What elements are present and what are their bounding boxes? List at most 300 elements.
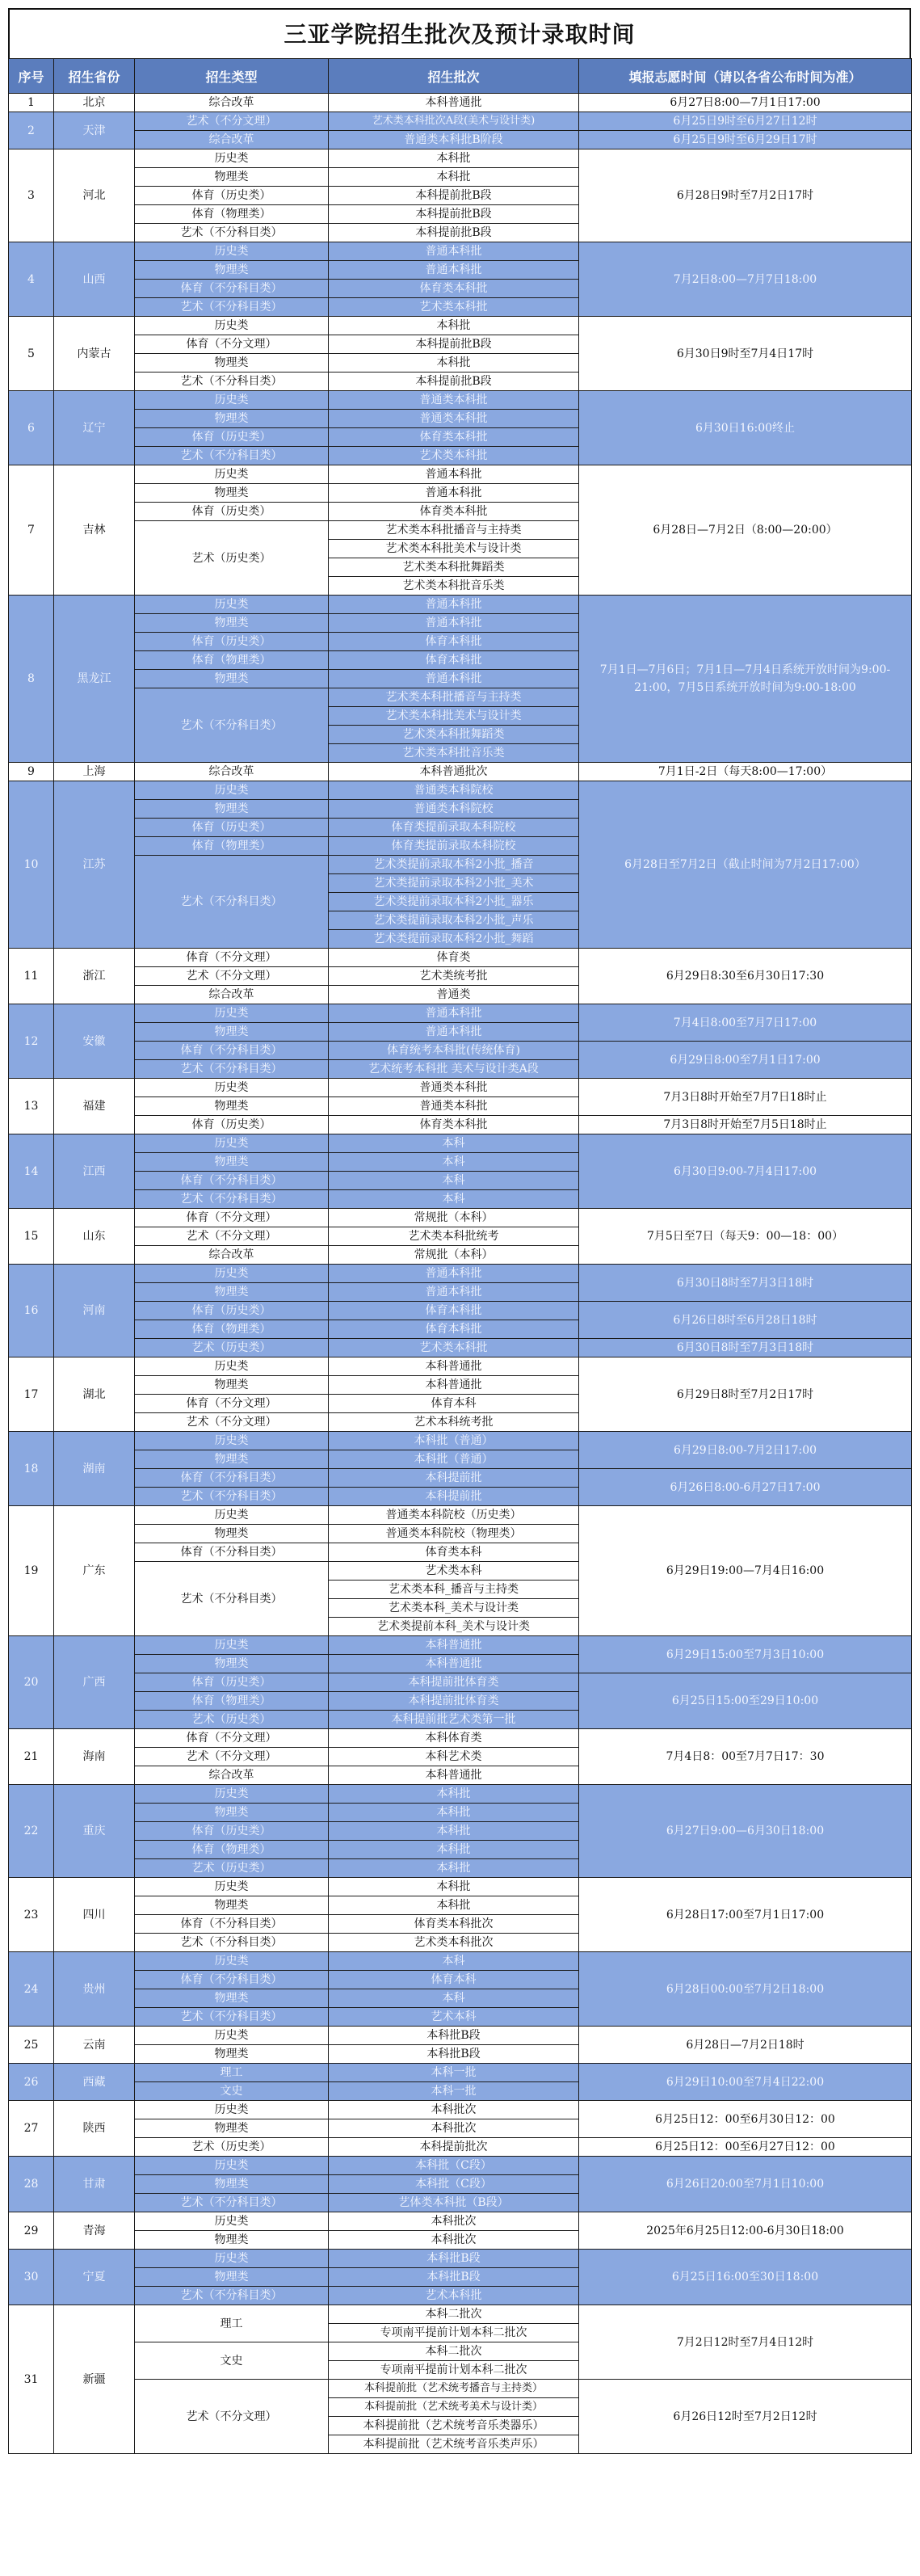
enrollment-type-cell: 理工 xyxy=(135,2305,329,2342)
enrollment-type-cell: 历史类 xyxy=(135,2157,329,2175)
batch-cell: 本科 xyxy=(329,1172,579,1190)
batch-cell: 艺术类本科批次A段(美术与设计类) xyxy=(329,112,579,131)
province-cell: 江苏 xyxy=(54,781,135,949)
batch-cell: 本科批B段 xyxy=(329,2027,579,2045)
batch-cell: 体育类提前录取本科院校 xyxy=(329,819,579,837)
batch-cell: 本科提前批（艺术统考音乐类声乐） xyxy=(329,2435,579,2454)
row-number-cell: 16 xyxy=(9,1265,54,1357)
enrollment-type-cell: 物理类 xyxy=(135,1655,329,1673)
batch-cell: 本科批 xyxy=(329,354,579,373)
batch-cell: 普通本科批 xyxy=(329,465,579,484)
application-time-cell: 6月29日8:30至6月30日17:30 xyxy=(579,949,912,1004)
enrollment-type-cell: 物理类 xyxy=(135,1023,329,1042)
batch-cell: 常规批（本科） xyxy=(329,1209,579,1227)
enrollment-type-cell: 艺术（不分科目类） xyxy=(135,856,329,949)
enrollment-type-cell: 体育（不分科目类） xyxy=(135,1042,329,1060)
row-number-cell: 14 xyxy=(9,1134,54,1209)
row-number-cell: 8 xyxy=(9,596,54,763)
application-time-cell: 6月25日16:00至30日18:00 xyxy=(579,2250,912,2305)
table-row xyxy=(9,781,912,800)
province-cell: 浙江 xyxy=(54,949,135,1004)
batch-cell: 普通本科批 xyxy=(329,261,579,280)
batch-cell: 本科提前批体育类 xyxy=(329,1673,579,1692)
application-time-cell: 6月28日至7月2日（截止时间为7月2日17:00） xyxy=(579,781,912,949)
batch-cell: 艺体类本科批（B段） xyxy=(329,2194,579,2212)
table-row xyxy=(9,465,912,484)
row-number-cell: 19 xyxy=(9,1506,54,1636)
batch-cell: 本科提前批 xyxy=(329,1469,579,1488)
application-time-cell: 7月3日8时开始至7月5日18时止 xyxy=(579,1116,912,1134)
enrollment-type-cell: 体育（历史类） xyxy=(135,503,329,521)
batch-cell: 本科一批 xyxy=(329,2082,579,2101)
province-cell: 山西 xyxy=(54,242,135,317)
table-row xyxy=(9,2027,912,2045)
enrollment-type-cell: 历史类 xyxy=(135,1079,329,1097)
application-time-cell: 6月25日15:00至29日10:00 xyxy=(579,1673,912,1729)
application-time-cell: 7月4日8:00至7月7日17:00 xyxy=(579,1004,912,1042)
table-row xyxy=(9,2157,912,2175)
province-cell: 新疆 xyxy=(54,2305,135,2454)
batch-cell: 本科 xyxy=(329,1952,579,1971)
application-time-cell: 6月30日9时至7月4日17时 xyxy=(579,317,912,391)
admission-schedule-sheet xyxy=(8,8,911,2454)
enrollment-type-cell: 艺术（不分文理） xyxy=(135,1413,329,1432)
enrollment-type-cell: 综合改革 xyxy=(135,1766,329,1785)
province-cell: 安徽 xyxy=(54,1004,135,1079)
enrollment-type-cell: 艺术（不分科目类） xyxy=(135,2287,329,2305)
batch-cell: 普通本科批 xyxy=(329,1023,579,1042)
enrollment-type-cell: 体育（历史类） xyxy=(135,1673,329,1692)
batch-cell: 艺术本科 xyxy=(329,2008,579,2027)
application-time-cell: 6月28日9时至7月2日17时 xyxy=(579,149,912,242)
enrollment-type-cell: 体育（不分文理） xyxy=(135,949,329,967)
province-cell: 江西 xyxy=(54,1134,135,1209)
enrollment-type-cell: 艺术（不分科目类） xyxy=(135,2008,329,2027)
application-time-cell: 6月29日8:00至7月1日17:00 xyxy=(579,1042,912,1079)
province-cell: 重庆 xyxy=(54,1785,135,1878)
table-row xyxy=(9,2305,912,2324)
table-row xyxy=(9,1506,912,1525)
application-time-cell: 6月29日19:00—7月4日16:00 xyxy=(579,1506,912,1636)
province-cell: 内蒙古 xyxy=(54,317,135,391)
batch-cell: 体育本科批 xyxy=(329,1302,579,1320)
batch-cell: 本科 xyxy=(329,1190,579,1209)
enrollment-type-cell: 物理类 xyxy=(135,2119,329,2138)
province-cell: 湖北 xyxy=(54,1357,135,1432)
row-number-cell: 18 xyxy=(9,1432,54,1506)
batch-cell: 普通类本科院校（物理类） xyxy=(329,1525,579,1543)
row-number-cell: 26 xyxy=(9,2064,54,2101)
enrollment-type-cell: 物理类 xyxy=(135,1896,329,1915)
batch-cell: 本科提前批B段 xyxy=(329,187,579,205)
row-number-cell: 1 xyxy=(9,94,54,112)
batch-cell: 体育本科批 xyxy=(329,1320,579,1339)
table-row xyxy=(9,1302,912,1320)
batch-cell: 体育类本科批 xyxy=(329,1116,579,1134)
row-number-cell: 20 xyxy=(9,1636,54,1729)
batch-cell: 艺术类本科 xyxy=(329,1562,579,1581)
table-row xyxy=(9,2101,912,2119)
batch-cell: 本科体育类 xyxy=(329,1729,579,1748)
enrollment-type-cell: 体育（历史类） xyxy=(135,819,329,837)
enrollment-type-cell: 艺术（不分科目类） xyxy=(135,1562,329,1636)
enrollment-type-cell: 体育（不分科目类） xyxy=(135,1971,329,1989)
province-cell: 青海 xyxy=(54,2212,135,2250)
table-row xyxy=(9,2380,912,2398)
application-time-cell: 2025年6月25日12:00-6月30日18:00 xyxy=(579,2212,912,2250)
enrollment-type-cell: 物理类 xyxy=(135,261,329,280)
table-row xyxy=(9,1729,912,1748)
batch-cell: 普通类本科批 xyxy=(329,1079,579,1097)
batch-cell: 本科批 xyxy=(329,1785,579,1804)
application-time-cell: 6月29日8时至7月2日17时 xyxy=(579,1357,912,1432)
batch-cell: 艺术类统考批 xyxy=(329,967,579,986)
enrollment-type-cell: 体育（不分科目类） xyxy=(135,1172,329,1190)
batch-cell: 艺术类本科批音乐类 xyxy=(329,744,579,763)
enrollment-type-cell: 物理类 xyxy=(135,1097,329,1116)
enrollment-type-cell: 艺术（不分科目类） xyxy=(135,298,329,317)
enrollment-type-cell: 物理类 xyxy=(135,1989,329,2008)
batch-cell: 艺术本科统考批 xyxy=(329,1413,579,1432)
application-time-cell: 7月2日8:00—7月7日18:00 xyxy=(579,242,912,317)
enrollment-type-cell: 历史类 xyxy=(135,596,329,614)
row-number-cell: 17 xyxy=(9,1357,54,1432)
enrollment-type-cell: 艺术（不分文理） xyxy=(135,1748,329,1766)
province-cell: 天津 xyxy=(54,112,135,149)
batch-cell: 本科提前批次 xyxy=(329,2138,579,2157)
batch-cell: 艺术类提前本科_美术与设计类 xyxy=(329,1618,579,1636)
table-row xyxy=(9,1469,912,1488)
province-cell: 西藏 xyxy=(54,2064,135,2101)
enrollment-type-cell: 历史类 xyxy=(135,1636,329,1655)
application-time-cell: 6月28日17:00至7月1日17:00 xyxy=(579,1878,912,1952)
application-time-cell: 7月2日12时至7月4日12时 xyxy=(579,2305,912,2380)
enrollment-type-cell: 艺术（历史类） xyxy=(135,2138,329,2157)
batch-cell: 普通本科批 xyxy=(329,596,579,614)
enrollment-type-cell: 艺术（不分科目类） xyxy=(135,688,329,763)
row-number-cell: 2 xyxy=(9,112,54,149)
batch-cell: 本科提前批B段 xyxy=(329,373,579,391)
enrollment-type-cell: 历史类 xyxy=(135,317,329,335)
enrollment-type-cell: 体育（物理类） xyxy=(135,651,329,670)
application-time-cell: 7月1日—7月6日；7月1日—7月4日系统开放时间为9:00-21:00，7月5日系统开放时间为9:00-18:00 xyxy=(579,596,912,763)
province-cell: 四川 xyxy=(54,1878,135,1952)
table-row xyxy=(9,94,912,112)
enrollment-type-cell: 体育（不分文理） xyxy=(135,1395,329,1413)
enrollment-type-cell: 历史类 xyxy=(135,149,329,168)
table-row xyxy=(9,1079,912,1097)
table-row xyxy=(9,1004,912,1023)
batch-cell: 普通本科批 xyxy=(329,614,579,633)
table-row xyxy=(9,596,912,614)
application-time-cell: 6月25日9时至6月29日17时 xyxy=(579,131,912,149)
batch-cell: 普通本科批 xyxy=(329,1283,579,1302)
enrollment-type-cell: 历史类 xyxy=(135,781,329,800)
batch-cell: 本科批B段 xyxy=(329,2045,579,2064)
batch-cell: 普通本科批 xyxy=(329,670,579,688)
batch-cell: 本科普通批 xyxy=(329,1376,579,1395)
application-time-cell: 7月1日-2日（每天8:00—17:00） xyxy=(579,763,912,781)
batch-cell: 本科提前批B段 xyxy=(329,335,579,354)
batch-cell: 本科批 xyxy=(329,168,579,187)
enrollment-type-cell: 体育（不分科目类） xyxy=(135,280,329,298)
header-no: 序号 xyxy=(9,59,54,94)
batch-cell: 本科提前批（艺术统考播音与主持类） xyxy=(329,2380,579,2398)
application-time-cell: 6月27日8:00—7月1日17:00 xyxy=(579,94,912,112)
enrollment-type-cell: 历史类 xyxy=(135,465,329,484)
table-row xyxy=(9,1116,912,1134)
table-row xyxy=(9,1339,912,1357)
batch-cell: 本科普通批 xyxy=(329,94,579,112)
batch-cell: 体育统考本科批(传统体育) xyxy=(329,1042,579,1060)
enrollment-type-cell: 历史类 xyxy=(135,2101,329,2119)
batch-cell: 艺术类本科批次 xyxy=(329,1934,579,1952)
enrollment-type-cell: 历史类 xyxy=(135,1357,329,1376)
row-number-cell: 28 xyxy=(9,2157,54,2212)
batch-cell: 体育类本科 xyxy=(329,1543,579,1562)
enrollment-type-cell: 艺术（不分文理） xyxy=(135,1227,329,1246)
batch-cell: 本科提前批（艺术统考音乐类器乐） xyxy=(329,2417,579,2435)
batch-cell: 艺术类本科批 xyxy=(329,1339,579,1357)
application-time-cell: 6月30日8时至7月3日18时 xyxy=(579,1265,912,1302)
row-number-cell: 21 xyxy=(9,1729,54,1785)
enrollment-type-cell: 艺术（不分文理） xyxy=(135,112,329,131)
province-cell: 福建 xyxy=(54,1079,135,1134)
batch-cell: 本科普通批 xyxy=(329,1655,579,1673)
batch-cell: 本科 xyxy=(329,1153,579,1172)
province-cell: 云南 xyxy=(54,2027,135,2064)
table-row xyxy=(9,2138,912,2157)
page-title: 三亚学院招生批次及预计录取时间 xyxy=(8,8,911,58)
enrollment-type-cell: 艺术（不分科目类） xyxy=(135,1488,329,1506)
application-time-cell: 6月28日—7月2日18时 xyxy=(579,2027,912,2064)
enrollment-type-cell: 体育（物理类） xyxy=(135,837,329,856)
row-number-cell: 27 xyxy=(9,2101,54,2157)
enrollment-type-cell: 历史类 xyxy=(135,1004,329,1023)
enrollment-type-cell: 物理类 xyxy=(135,2175,329,2194)
batch-cell: 本科 xyxy=(329,1989,579,2008)
batch-cell: 本科批 xyxy=(329,1878,579,1896)
province-cell: 贵州 xyxy=(54,1952,135,2027)
batch-cell: 艺术类本科批美术与设计类 xyxy=(329,540,579,558)
batch-cell: 本科提前批（艺术统考美术与设计类） xyxy=(329,2398,579,2417)
province-cell: 甘肃 xyxy=(54,2157,135,2212)
enrollment-type-cell: 体育（物理类） xyxy=(135,1320,329,1339)
table-row xyxy=(9,1432,912,1450)
batch-cell: 艺术统考本科批 美术与设计类A段 xyxy=(329,1060,579,1079)
enrollment-type-cell: 艺术（历史类） xyxy=(135,1339,329,1357)
application-time-cell: 6月25日12：00至6月27日12：00 xyxy=(579,2138,912,2157)
application-time-cell: 6月28日—7月2日（8:00—20:00） xyxy=(579,465,912,596)
table-body xyxy=(9,94,912,2454)
enrollment-type-cell: 历史类 xyxy=(135,1785,329,1804)
enrollment-type-cell: 艺术（不分科目类） xyxy=(135,1190,329,1209)
enrollment-type-cell: 历史类 xyxy=(135,1265,329,1283)
enrollment-type-cell: 历史类 xyxy=(135,1506,329,1525)
batch-cell: 体育本科批 xyxy=(329,651,579,670)
batch-cell: 普通类本科批 xyxy=(329,1097,579,1116)
enrollment-type-cell: 物理类 xyxy=(135,2268,329,2287)
enrollment-type-cell: 体育（不分科目类） xyxy=(135,1469,329,1488)
application-time-cell: 7月4日8：00至7月7日17：30 xyxy=(579,1729,912,1785)
row-number-cell: 4 xyxy=(9,242,54,317)
enrollment-type-cell: 物理类 xyxy=(135,1153,329,1172)
enrollment-type-cell: 体育（不分文理） xyxy=(135,1729,329,1748)
enrollment-type-cell: 历史类 xyxy=(135,1952,329,1971)
batch-cell: 本科批 xyxy=(329,1822,579,1841)
enrollment-type-cell: 物理类 xyxy=(135,670,329,688)
table-row xyxy=(9,1265,912,1283)
application-time-cell: 6月26日12时至7月2日12时 xyxy=(579,2380,912,2454)
table-row xyxy=(9,242,912,261)
province-cell: 河南 xyxy=(54,1265,135,1357)
application-time-cell: 6月26日8时至6月28日18时 xyxy=(579,1302,912,1339)
batch-cell: 艺术类本科批播音与主持类 xyxy=(329,521,579,540)
batch-cell: 本科批 xyxy=(329,1896,579,1915)
province-cell: 海南 xyxy=(54,1729,135,1785)
batch-cell: 本科批 xyxy=(329,1841,579,1859)
table-row xyxy=(9,112,912,131)
enrollment-type-cell: 综合改革 xyxy=(135,131,329,149)
enrollment-type-cell: 历史类 xyxy=(135,391,329,410)
application-time-cell: 6月29日10:00至7月4日22:00 xyxy=(579,2064,912,2101)
table-row xyxy=(9,1636,912,1655)
row-number-cell: 3 xyxy=(9,149,54,242)
table-row xyxy=(9,763,912,781)
application-time-cell: 6月28日00:00至7月2日18:00 xyxy=(579,1952,912,2027)
table-row xyxy=(9,1878,912,1896)
row-number-cell: 30 xyxy=(9,2250,54,2305)
row-number-cell: 31 xyxy=(9,2305,54,2454)
enrollment-type-cell: 综合改革 xyxy=(135,763,329,781)
batch-cell: 本科批B段 xyxy=(329,2250,579,2268)
enrollment-type-cell: 物理类 xyxy=(135,1525,329,1543)
enrollment-type-cell: 历史类 xyxy=(135,1134,329,1153)
enrollment-type-cell: 体育（历史类） xyxy=(135,187,329,205)
application-time-cell: 6月30日16:00终止 xyxy=(579,391,912,465)
batch-cell: 艺术类提前录取本科2小批_舞蹈 xyxy=(329,930,579,949)
table-row xyxy=(9,317,912,335)
table-row xyxy=(9,1042,912,1060)
table-row xyxy=(9,391,912,410)
enrollment-type-cell: 历史类 xyxy=(135,2212,329,2231)
enrollment-type-cell: 物理类 xyxy=(135,1376,329,1395)
batch-cell: 体育类本科批 xyxy=(329,280,579,298)
enrollment-type-cell: 体育（不分科目类） xyxy=(135,1915,329,1934)
enrollment-type-cell: 物理类 xyxy=(135,614,329,633)
batch-cell: 体育类本科批次 xyxy=(329,1915,579,1934)
batch-cell: 本科批（C段） xyxy=(329,2175,579,2194)
batch-cell: 普通类 xyxy=(329,986,579,1004)
header-type: 招生类型 xyxy=(135,59,329,94)
enrollment-type-cell: 艺术（历史类） xyxy=(135,1859,329,1878)
batch-cell: 本科二批次 xyxy=(329,2305,579,2324)
enrollment-type-cell: 物理类 xyxy=(135,2045,329,2064)
batch-cell: 艺术本科批 xyxy=(329,2287,579,2305)
batch-cell: 艺术类本科批统考 xyxy=(329,1227,579,1246)
enrollment-type-cell: 理工 xyxy=(135,2064,329,2082)
province-cell: 辽宁 xyxy=(54,391,135,465)
batch-cell: 普通类本科院校 xyxy=(329,800,579,819)
table-row xyxy=(9,1209,912,1227)
enrollment-type-cell: 体育（历史类） xyxy=(135,1116,329,1134)
header-row xyxy=(9,59,912,94)
batch-cell: 艺术类本科批 xyxy=(329,298,579,317)
batch-cell: 本科普通批次 xyxy=(329,763,579,781)
enrollment-type-cell: 物理类 xyxy=(135,484,329,503)
enrollment-type-cell: 艺术（历史类） xyxy=(135,521,329,596)
batch-cell: 本科批 xyxy=(329,1804,579,1822)
enrollment-type-cell: 物理类 xyxy=(135,168,329,187)
batch-cell: 普通类本科院校 xyxy=(329,781,579,800)
enrollment-type-cell: 艺术（不分科目类） xyxy=(135,373,329,391)
enrollment-type-cell: 综合改革 xyxy=(135,94,329,112)
province-cell: 山东 xyxy=(54,1209,135,1265)
header-province: 招生省份 xyxy=(54,59,135,94)
batch-cell: 专项南平提前计划本科二批次 xyxy=(329,2324,579,2342)
batch-cell: 本科提前批B段 xyxy=(329,205,579,224)
batch-cell: 艺术类本科_播音与主持类 xyxy=(329,1581,579,1599)
batch-cell: 艺术类本科批播音与主持类 xyxy=(329,688,579,707)
batch-cell: 艺术类本科批舞蹈类 xyxy=(329,726,579,744)
row-number-cell: 9 xyxy=(9,763,54,781)
enrollment-type-cell: 历史类 xyxy=(135,1432,329,1450)
batch-cell: 普通类本科院校（历史类） xyxy=(329,1506,579,1525)
batch-cell: 本科 xyxy=(329,1134,579,1153)
application-time-cell: 6月29日8:00-7月2日17:00 xyxy=(579,1432,912,1469)
batch-cell: 本科一批 xyxy=(329,2064,579,2082)
enrollment-type-cell: 物理类 xyxy=(135,800,329,819)
table-row xyxy=(9,131,912,149)
header-batch: 招生批次 xyxy=(329,59,579,94)
enrollment-type-cell: 艺术（历史类） xyxy=(135,1711,329,1729)
batch-cell: 体育本科 xyxy=(329,1971,579,1989)
table-row xyxy=(9,1673,912,1692)
enrollment-type-cell: 物理类 xyxy=(135,1450,329,1469)
batch-cell: 普通本科批 xyxy=(329,1265,579,1283)
table-row xyxy=(9,1952,912,1971)
province-cell: 湖南 xyxy=(54,1432,135,1506)
enrollment-type-cell: 体育（不分文理） xyxy=(135,335,329,354)
province-cell: 河北 xyxy=(54,149,135,242)
batch-cell: 本科批 xyxy=(329,317,579,335)
enrollment-type-cell: 物理类 xyxy=(135,2231,329,2250)
enrollment-type-cell: 历史类 xyxy=(135,2027,329,2045)
application-time-cell: 6月26日8:00-6月27日17:00 xyxy=(579,1469,912,1506)
table-row xyxy=(9,1785,912,1804)
enrollment-type-cell: 艺术（不分文理） xyxy=(135,2380,329,2454)
province-cell: 陕西 xyxy=(54,2101,135,2157)
batch-cell: 本科批（普通） xyxy=(329,1432,579,1450)
table-row xyxy=(9,1357,912,1376)
batch-cell: 本科提前批 xyxy=(329,1488,579,1506)
enrollment-type-cell: 历史类 xyxy=(135,1878,329,1896)
row-number-cell: 11 xyxy=(9,949,54,1004)
batch-cell: 本科批次 xyxy=(329,2101,579,2119)
application-time-cell: 6月25日9时至6月27日12时 xyxy=(579,112,912,131)
batch-cell: 本科批次 xyxy=(329,2212,579,2231)
enrollment-type-cell: 体育（物理类） xyxy=(135,1692,329,1711)
enrollment-type-cell: 艺术（不分科目类） xyxy=(135,447,329,465)
row-number-cell: 10 xyxy=(9,781,54,949)
batch-cell: 本科批 xyxy=(329,149,579,168)
enrollment-type-cell: 艺术（不分科目类） xyxy=(135,224,329,242)
enrollment-type-cell: 综合改革 xyxy=(135,1246,329,1265)
enrollment-type-cell: 历史类 xyxy=(135,2250,329,2268)
province-cell: 广东 xyxy=(54,1506,135,1636)
batch-cell: 艺术类提前录取本科2小批_声乐 xyxy=(329,911,579,930)
batch-cell: 艺术类本科批舞蹈类 xyxy=(329,558,579,577)
